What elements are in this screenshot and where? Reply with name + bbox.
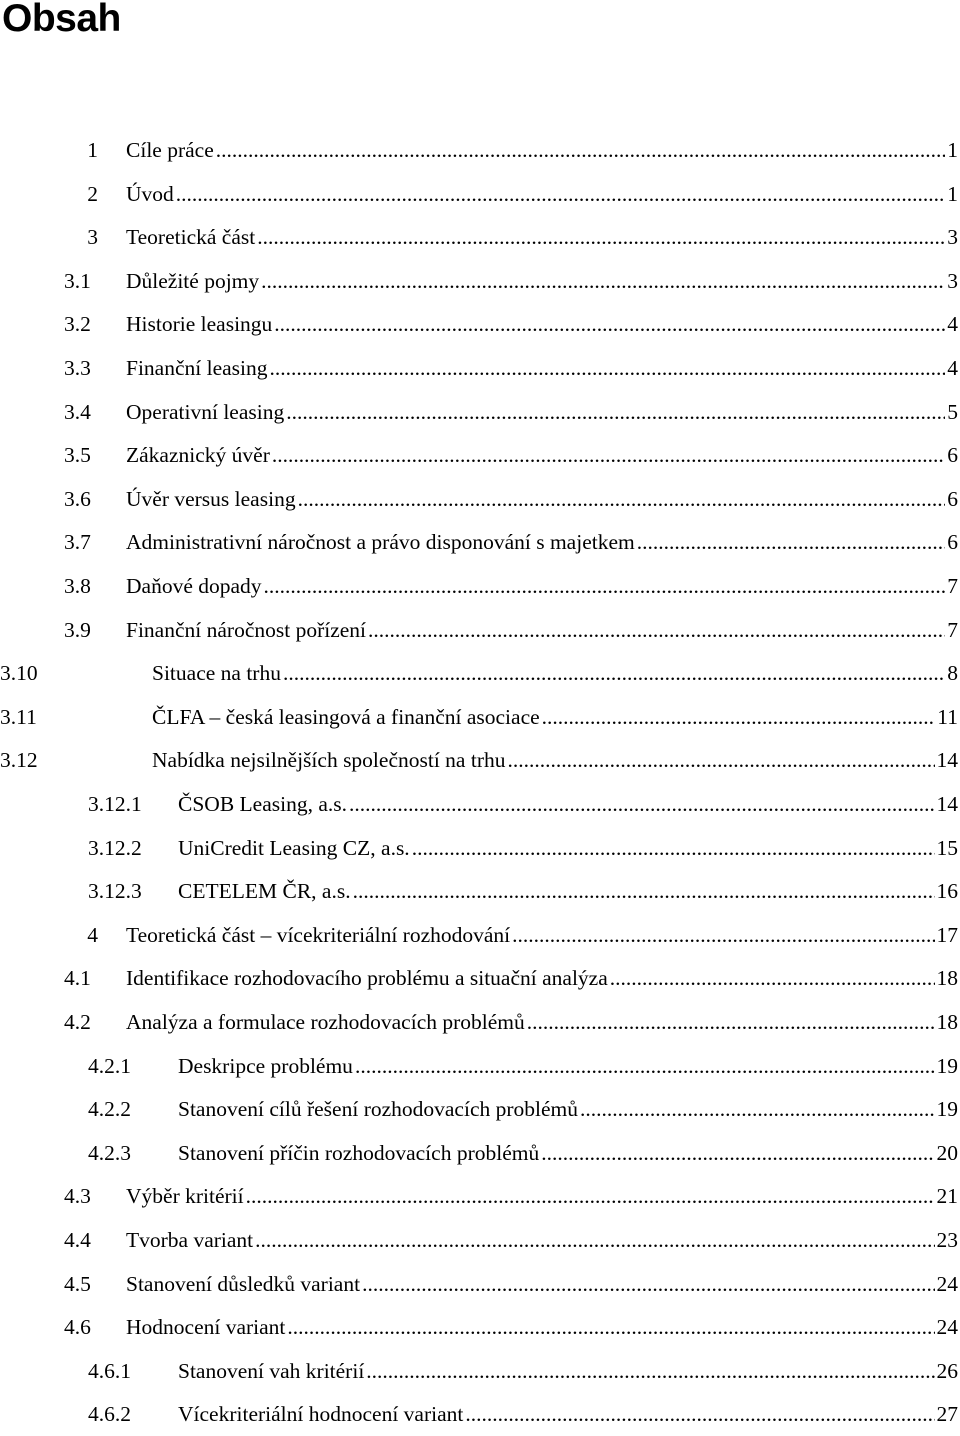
toc-entry-number: 4.1 <box>64 966 91 991</box>
toc-entry[interactable] <box>0 564 960 608</box>
toc-entry-number: 4.2 <box>64 1010 91 1034</box>
toc-entry[interactable] <box>0 1174 960 1218</box>
toc-entry-row <box>126 1000 958 1044</box>
dot-leader <box>176 172 945 216</box>
toc-entry-page-number: 3 <box>947 225 958 250</box>
toc-entry-row <box>178 782 958 826</box>
toc-entry-row <box>126 520 958 564</box>
toc-entry-number: 3.1 <box>64 268 91 293</box>
toc-entry-number: 4.2.3 <box>88 1140 131 1165</box>
toc-entry-page-number: 6 <box>947 486 958 511</box>
toc-entry-page-number: 6 <box>947 443 958 468</box>
toc-entry[interactable] <box>0 433 960 477</box>
toc-entry-number: 3.12 <box>0 748 38 773</box>
toc-entry-title: UniCredit Leasing CZ, a.s. <box>178 835 410 860</box>
dot-leader <box>255 1218 934 1262</box>
toc-entry-page-number: 7 <box>947 617 958 642</box>
toc-entry-title: Operativní leasing <box>126 399 285 424</box>
toc-entry-number: 3.11 <box>0 704 37 729</box>
toc-entry-title: Stanovení důsledků variant <box>126 1271 361 1296</box>
dot-leader <box>465 1392 934 1436</box>
dot-leader <box>283 651 945 695</box>
toc-entry[interactable] <box>0 1087 960 1131</box>
toc-entry-number: 4.3 <box>64 1184 91 1209</box>
toc-entry-page-number: 11 <box>937 704 958 729</box>
toc-entry-page-number: 4 <box>947 356 958 380</box>
toc-entry[interactable] <box>0 738 960 782</box>
toc-entry-number: 3.2 <box>64 312 91 337</box>
dot-leader <box>349 782 934 826</box>
dot-leader <box>637 520 946 564</box>
toc-entry-number: 1 <box>87 138 98 162</box>
toc-entry-title: Teoretická část <box>126 225 256 250</box>
toc-entry-row <box>178 1392 958 1436</box>
dot-leader <box>298 477 946 521</box>
dot-leader <box>541 1131 934 1175</box>
dot-leader <box>355 1044 935 1088</box>
toc-entry-row <box>178 1087 958 1131</box>
toc-entry[interactable] <box>0 477 960 521</box>
toc-entry[interactable] <box>0 956 960 1000</box>
toc-entry[interactable] <box>0 1218 960 1262</box>
toc-entry-number: 3.3 <box>64 356 91 380</box>
toc-entry-page-number: 20 <box>936 1140 958 1165</box>
toc-entry-title: Deskripce problému <box>178 1053 353 1078</box>
toc-entry-number: 3.10 <box>0 661 38 686</box>
toc-entry-row <box>178 1044 958 1088</box>
toc-entry-number: 3.9 <box>64 617 91 642</box>
toc-entry[interactable] <box>0 826 960 870</box>
toc-entry-number: 4.2.1 <box>88 1053 131 1078</box>
toc-entry-row <box>126 215 958 259</box>
toc-entry-number: 3.5 <box>64 443 91 468</box>
toc-entry-row <box>126 564 958 608</box>
toc-entry-page-number: 19 <box>936 1097 958 1122</box>
toc-entry-row <box>152 651 958 695</box>
dot-leader <box>580 1087 934 1131</box>
toc-entry-title: Historie leasingu <box>126 312 273 337</box>
toc-entry-row <box>126 913 958 957</box>
toc-entry[interactable] <box>0 869 960 913</box>
toc-entry-row <box>152 738 958 782</box>
toc-entry-row <box>126 128 958 172</box>
toc-entry-row <box>178 869 958 913</box>
dot-leader <box>286 390 945 434</box>
toc-entry-title: ČSOB Leasing, a.s. <box>178 792 348 816</box>
toc-entry[interactable] <box>0 1305 960 1349</box>
toc-entry-page-number: 4 <box>947 312 958 337</box>
dot-leader <box>287 1305 934 1349</box>
dot-leader <box>507 738 934 782</box>
toc-entry-page-number: 17 <box>936 922 958 947</box>
toc-entry[interactable] <box>0 1262 960 1306</box>
toc-entry-title: Stanovení vah kritérií <box>178 1358 365 1383</box>
toc-entry-number: 2 <box>87 181 98 206</box>
toc-entry[interactable] <box>0 1044 960 1088</box>
toc-entry-title: Teoretická část – vícekriteriální rozhodování <box>126 922 511 947</box>
dot-leader <box>362 1262 934 1306</box>
toc-entry-number: 3.12.2 <box>88 835 142 860</box>
toc-entry-title: Zákaznický úvěr <box>126 443 270 468</box>
toc-entry-page-number: 24 <box>936 1315 958 1340</box>
toc-entry-number: 3.12.3 <box>88 879 142 904</box>
dot-leader <box>368 608 945 652</box>
toc-entry[interactable] <box>0 390 960 434</box>
toc-entry-number: 4.4 <box>64 1228 91 1252</box>
toc-entry-row <box>178 1131 958 1175</box>
page-title: Obsah <box>2 0 121 40</box>
toc-entry-page-number: 5 <box>947 399 958 424</box>
toc-entry-title: Stanovení příčin rozhodovacích problémů <box>178 1140 540 1165</box>
dot-leader <box>261 259 945 303</box>
toc-entry[interactable] <box>0 695 960 739</box>
toc-entry-title: Úvěr versus leasing <box>126 486 296 511</box>
toc-entry-title: Situace na trhu <box>152 661 281 686</box>
toc-entry-number: 4.5 <box>64 1271 91 1296</box>
toc-entry-row <box>178 1349 958 1393</box>
toc-entry-title: Analýza a formulace rozhodovacích problémů <box>126 1010 525 1034</box>
toc-entry-page-number: 26 <box>936 1358 958 1383</box>
toc-entry[interactable] <box>0 1131 960 1175</box>
toc-entry-number: 4.6.2 <box>88 1402 131 1427</box>
toc-entry-number: 4.6.1 <box>88 1358 131 1383</box>
toc-entry-number: 3.4 <box>64 399 91 424</box>
toc-entry-page-number: 6 <box>947 530 958 555</box>
toc-entry-number: 3.8 <box>64 574 91 598</box>
toc-entry-title: Úvod <box>126 181 174 206</box>
toc-entry-title: ČLFA – česká leasingová a finanční asociace <box>152 704 540 729</box>
dot-leader <box>270 346 946 390</box>
toc-entry-row <box>178 826 958 870</box>
toc-entry[interactable] <box>0 346 960 390</box>
dot-leader <box>527 1000 935 1044</box>
toc-entry[interactable] <box>0 172 960 216</box>
toc-entry-row <box>126 1174 958 1218</box>
toc-entry-title: Důležité pojmy <box>126 268 260 293</box>
toc-entry-row <box>126 390 958 434</box>
toc-entry-title: Výběr kritérií <box>126 1184 244 1209</box>
toc-entry[interactable] <box>0 259 960 303</box>
toc-entry[interactable] <box>0 215 960 259</box>
dot-leader <box>216 128 946 172</box>
dot-leader <box>412 826 935 870</box>
toc-entry-number: 4 <box>87 922 98 947</box>
dot-leader <box>274 302 945 346</box>
toc-entry-title: Stanovení cílů řešení rozhodovacích problémů <box>178 1097 579 1122</box>
toc-entry-page-number: 18 <box>936 966 958 991</box>
toc-entry-title: Daňové dopady <box>126 574 262 598</box>
toc-entry[interactable] <box>0 782 960 826</box>
toc-entry-row <box>126 259 958 303</box>
toc-entry-page-number: 8 <box>947 661 958 686</box>
toc-entry-row <box>126 608 958 652</box>
toc-entry-page-number: 27 <box>936 1402 958 1427</box>
toc-entry-title: Tvorba variant <box>126 1228 254 1252</box>
toc-entry-page-number: 18 <box>936 1010 958 1034</box>
toc-entry-number: 4.6 <box>64 1315 91 1340</box>
toc-entry-page-number: 21 <box>936 1184 958 1209</box>
dot-leader <box>512 913 934 957</box>
toc-entry-page-number: 19 <box>936 1053 958 1078</box>
toc-entry-title: Finanční leasing <box>126 356 268 380</box>
toc-entry-title: Cíle práce <box>126 138 214 162</box>
toc-entry-page-number: 1 <box>947 138 958 162</box>
dot-leader <box>353 869 935 913</box>
toc-entry-row <box>126 956 958 1000</box>
toc-entry-row <box>126 477 958 521</box>
toc-entry[interactable] <box>0 302 960 346</box>
toc-entry-number: 3.6 <box>64 486 91 511</box>
dot-leader <box>366 1349 934 1393</box>
toc-entry-title: Administrativní náročnost a právo disponování s majetkem <box>126 530 635 555</box>
toc-entry-row <box>126 1262 958 1306</box>
toc-entry-title: Identifikace rozhodovacího problému a situační analýza <box>126 966 608 991</box>
toc-entry-number: 3.7 <box>64 530 91 555</box>
toc-entry-title: Finanční náročnost pořízení <box>126 617 367 642</box>
toc-entry-page-number: 14 <box>936 748 958 773</box>
toc-entry-number: 3 <box>87 225 98 250</box>
toc-entry-page-number: 23 <box>936 1228 958 1252</box>
toc-entry-number: 4.2.2 <box>88 1097 131 1122</box>
toc-entry[interactable] <box>0 608 960 652</box>
toc-entry-row <box>126 1305 958 1349</box>
toc-entry-title: CETELEM ČR, a.s. <box>178 879 351 904</box>
toc-entry-row <box>152 695 958 739</box>
toc-entry[interactable] <box>0 520 960 564</box>
toc-entry-page-number: 14 <box>936 792 958 816</box>
toc-entry[interactable] <box>0 128 960 172</box>
toc-entry-row <box>126 1218 958 1262</box>
toc-entry-number: 3.12.1 <box>88 792 142 816</box>
dot-leader <box>542 695 936 739</box>
toc-entry[interactable] <box>0 1349 960 1393</box>
toc-entry-row <box>126 433 958 477</box>
toc-entry-title: Hodnocení variant <box>126 1315 286 1340</box>
toc-entry-page-number: 3 <box>947 268 958 293</box>
toc-entry[interactable] <box>0 1000 960 1044</box>
toc-entry[interactable] <box>0 1392 960 1436</box>
dot-leader <box>610 956 935 1000</box>
toc-entry[interactable] <box>0 913 960 957</box>
dot-leader <box>257 215 945 259</box>
dot-leader <box>264 564 946 608</box>
toc-entry-row <box>126 172 958 216</box>
toc-entry[interactable] <box>0 651 960 695</box>
toc-entry-page-number: 7 <box>947 574 958 598</box>
toc-entry-page-number: 16 <box>936 879 958 904</box>
dot-leader <box>246 1174 935 1218</box>
toc-entry-page-number: 24 <box>936 1271 958 1296</box>
toc-entry-page-number: 1 <box>947 181 958 206</box>
toc-entry-row <box>126 302 958 346</box>
toc-entry-title: Vícekriteriální hodnocení variant <box>178 1402 464 1427</box>
toc-entry-row <box>126 346 958 390</box>
dot-leader <box>272 433 945 477</box>
toc-entry-page-number: 15 <box>936 835 958 860</box>
toc-entry-title: Nabídka nejsilnějších společností na trhu <box>152 748 506 773</box>
